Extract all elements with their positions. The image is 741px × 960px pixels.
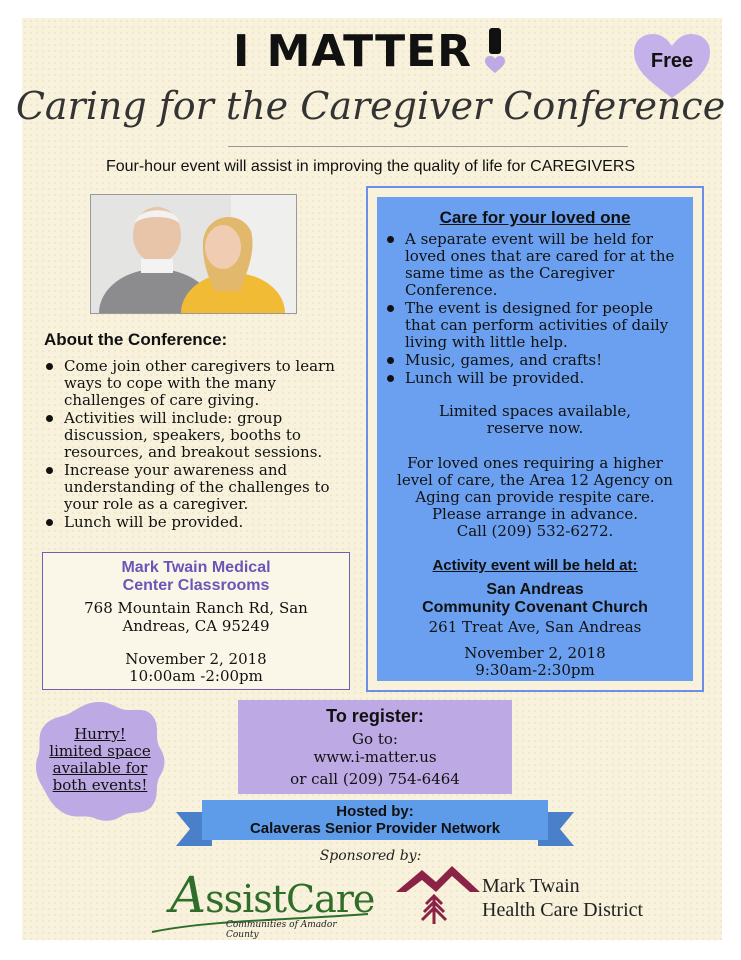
register-heading: To register:	[326, 706, 424, 726]
limited-spaces-text	[377, 403, 693, 437]
activity-datetime	[377, 645, 693, 679]
text-line: Hurry!	[74, 725, 126, 743]
text-line: level of care, the Area 12 Agency on	[397, 471, 673, 489]
register-box	[238, 700, 512, 794]
venue-datetime	[43, 651, 349, 685]
activity-time: 9:30am-2:30pm	[475, 661, 595, 679]
activity-address: 261 Treat Ave, San Andreas	[428, 618, 642, 636]
text-line: limited space	[49, 742, 151, 760]
mark-twain-line: Mark Twain	[482, 875, 580, 897]
caregiver-photo	[90, 194, 297, 314]
text-line: For loved ones requiring a higher	[407, 454, 663, 472]
activity-date: November 2, 2018	[464, 644, 606, 662]
text-line: Limited spaces available,	[439, 402, 631, 420]
loved-one-list	[385, 231, 685, 388]
list-item: A separate event will be held for loved ones that are cared for at the same time as the Caregiver Conference.	[385, 231, 685, 299]
venue-address	[43, 599, 349, 635]
venue-name-line: San Andreas	[486, 581, 584, 598]
venue-time: 10:00am -2:00pm	[129, 667, 263, 685]
subtitle-divider	[228, 146, 628, 147]
free-label: Free	[650, 50, 694, 72]
loved-one-panel	[377, 197, 693, 681]
venue-address-line: 768 Mountain Ranch Rd, San	[84, 599, 308, 617]
list-item: The event is designed for people that can perform activities of daily living with little help.	[385, 300, 685, 351]
text-line: available for	[52, 759, 148, 777]
register-phone: or call (209) 754-6464	[290, 770, 460, 788]
venue-date: November 2, 2018	[125, 650, 267, 668]
hosted-label: Hosted by:	[336, 803, 414, 820]
loved-one-heading: Care for your loved one	[439, 208, 631, 227]
about-list	[44, 358, 354, 532]
hurry-badge	[32, 700, 168, 824]
text-line: reserve now.	[486, 419, 584, 437]
page-title	[0, 26, 741, 77]
list-item: Increase your awareness and understanding of the challenges to your role as a caregiver.	[44, 462, 354, 513]
text-line: Aging can provide respite care.	[415, 488, 655, 506]
hosted-by-ribbon	[176, 798, 574, 848]
mark-twain-line: Health Care District	[482, 899, 644, 921]
loved-one-panel-frame	[366, 186, 704, 692]
venue-name-line: Center Classrooms	[122, 577, 270, 594]
hurry-text	[42, 726, 158, 794]
respite-care-text	[377, 455, 693, 540]
activity-venue	[377, 581, 693, 617]
assistcare-logo	[150, 858, 375, 940]
list-item: Music, games, and crafts!	[385, 352, 685, 369]
mark-twain-name	[482, 874, 643, 922]
list-item: Lunch will be provided.	[44, 514, 354, 531]
mark-twain-mountain-icon	[396, 862, 496, 932]
exclamation-heart-icon	[482, 28, 508, 68]
text-line: Call (209) 532-6272.	[456, 522, 614, 540]
assistcare-subtitle: Communities of Amador County	[226, 920, 337, 940]
title-text: I MATTER	[232, 26, 473, 77]
sponsored-label: Sponsored by:	[319, 848, 422, 864]
venue-name-line: Mark Twain Medical	[121, 559, 271, 576]
assistcare-name: AssistCare	[170, 866, 375, 924]
venue-address-line: Andreas, CA 95249	[122, 617, 270, 635]
register-url-link[interactable]: www.i-matter.us	[313, 748, 437, 766]
conference-venue-box	[42, 552, 350, 690]
list-item: Come join other caregivers to learn ways to cope with the many challenges of care giving.	[44, 358, 354, 409]
list-item: Activities will include: group discussion, speakers, booths to resources, and breakout sessions.	[44, 410, 354, 461]
text-line: both events!	[52, 776, 148, 794]
about-heading: About the Conference:	[44, 330, 228, 349]
tagline: Four-hour event will assist in improving the quality of life for CAREGIVERS	[105, 158, 636, 175]
hosted-name: Calaveras Senior Provider Network	[249, 820, 501, 837]
page-subtitle: Caring for the Caregiver Conference	[15, 84, 726, 128]
venue-name-line: Community Covenant Church	[422, 599, 648, 616]
venue-name	[43, 559, 349, 595]
list-item: Lunch will be provided.	[385, 370, 685, 387]
activity-heading: Activity event will be held at:	[432, 557, 638, 574]
text-line: Please arrange in advance.	[431, 505, 639, 523]
register-instruction: Go to:	[352, 730, 398, 748]
